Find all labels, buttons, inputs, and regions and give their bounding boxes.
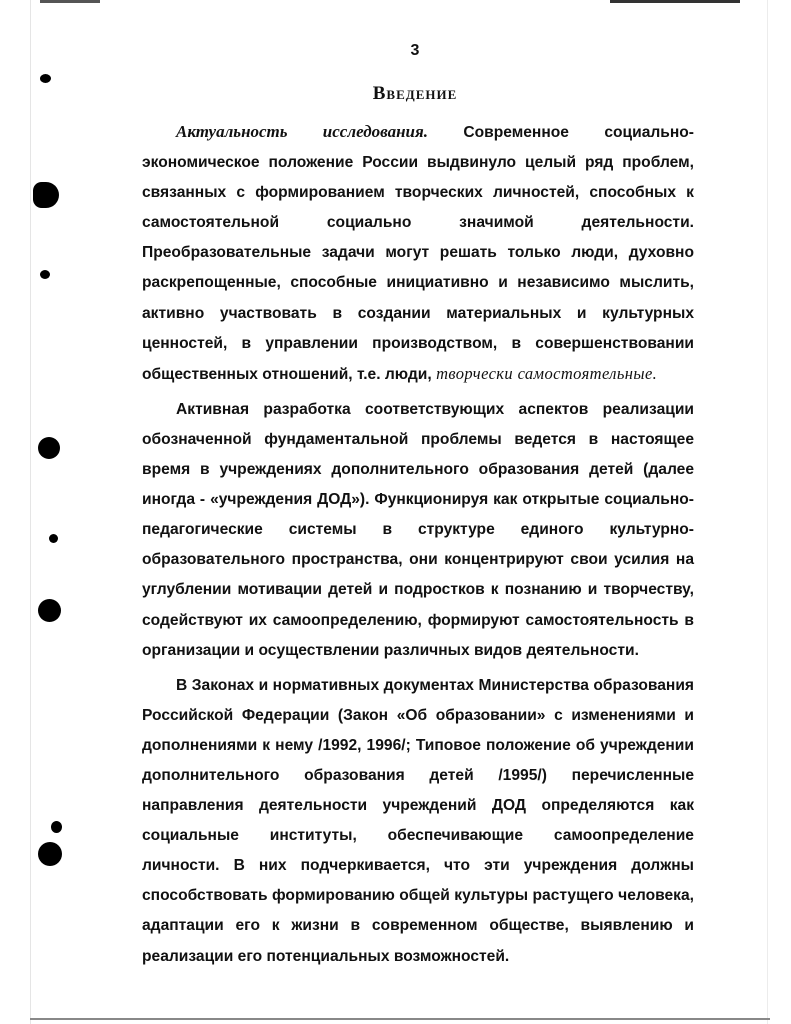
binding-hole-mark bbox=[40, 74, 51, 83]
scan-bottom-edge bbox=[30, 1018, 770, 1020]
paragraph-relevance bbox=[142, 117, 694, 390]
binding-hole-mark bbox=[49, 534, 58, 543]
binding-hole-mark bbox=[38, 437, 60, 459]
binding-hole-mark bbox=[38, 842, 62, 866]
binding-hole-mark bbox=[40, 270, 50, 279]
binding-hole-mark bbox=[51, 821, 62, 833]
paragraph-lead: Актуальность исследования. bbox=[176, 122, 429, 141]
binding-hole-mark bbox=[38, 599, 61, 622]
scan-left-edge bbox=[30, 0, 31, 1024]
scan-right-edge bbox=[767, 0, 768, 1024]
scan-top-edge bbox=[0, 0, 791, 3]
body-text bbox=[142, 117, 694, 977]
section-title: Введение bbox=[372, 83, 458, 104]
binding-hole-mark bbox=[33, 182, 59, 208]
page-number: 3 bbox=[410, 42, 420, 59]
paragraph-laws: В Законах и нормативных документах Министерства образования Российской Федерации (Закон «Об образовании» с изменениями и дополнениями к нему /1992, 1996/; Типовое положение об учреждении дополнительного образования детей /1995/) перечисленные направления деятельности учреждений ДОД определяются как социальные институты, обеспечивающие самоопределение личности. В них подчеркивается, что эти учреждения должны способствовать формированию общей культуры растущего человека, адаптации его к жизни в современном обществе, выявлению и реализации его потенциальных возможностей. bbox=[142, 676, 694, 965]
paragraph-text: Современное социально-экономическое положение России выдвинуло целый ряд проблем, связанных с формированием творческих личностей, способных к самостоятельной социально значимой деятельности. Преобразовательные задачи могут решать только люди, духовно раскрепощенные, способные инициативно и независимо мыслить, активно участвовать в создании материальных и культурных ценностей, в управлении производством, в совершенствовании общественных отношений, т.е. люди, bbox=[142, 124, 694, 383]
paragraph-emphasis: творчески самостоятельные. bbox=[436, 363, 658, 383]
paragraph-institutions: Активная разработка соответствующих аспектов реализации обозначенной фундаментальной проблемы ведется в настоящее время в учреждениях дополнительного образования детей (далее иногда - «учреждения ДОД»). Функционируя как открытые социально-педагогические системы в структуре единого культурно-образовательного пространства, они концентрируют свои усилия на углублении мотивации детей и подростков к познанию и творчеству, содействуют их самоопределению, формируют самостоятельность в организации и осуществлении различных видов деятельности. bbox=[142, 400, 694, 659]
